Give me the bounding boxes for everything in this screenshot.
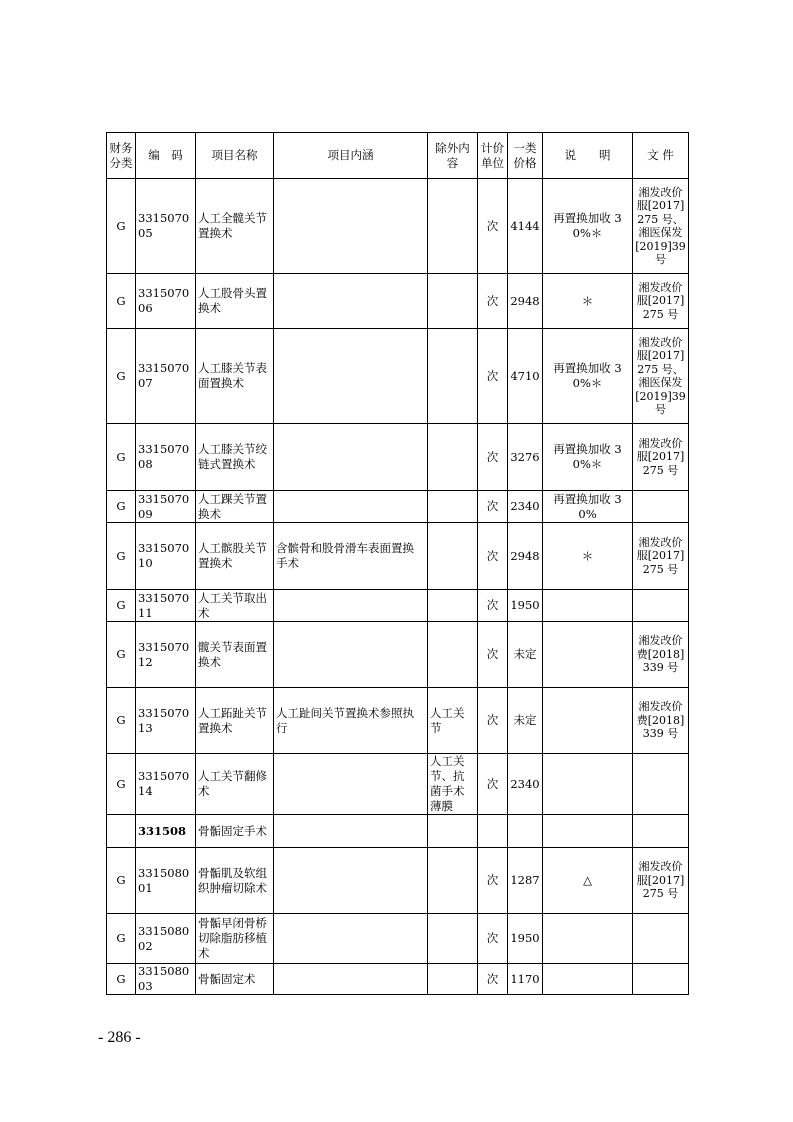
cell-name: 髋关节表面置换术 (196, 622, 274, 688)
cell-document: 湘发改价服[2017]275 号、湘医保发[2019]39号 (633, 329, 689, 424)
cell-document: 湘发改价服[2017]275 号 (633, 523, 689, 590)
cell-price: 3276 (508, 424, 543, 491)
cell-content (274, 622, 428, 688)
cell-category: G (107, 688, 136, 754)
cell-note (543, 914, 633, 964)
cell-content (274, 754, 428, 815)
cell-unit (478, 815, 508, 848)
cell-exclude (428, 590, 478, 622)
cell-code: 331508002 (136, 914, 196, 964)
cell-content (274, 424, 428, 491)
cell-category: G (107, 964, 136, 995)
cell-note: 再置换加收 30%＊ (543, 329, 633, 424)
cell-category: G (107, 523, 136, 590)
cell-name: 人工膝关节绞链式置换术 (196, 424, 274, 491)
header-code: 编 码 (136, 133, 196, 179)
cell-content (274, 329, 428, 424)
cell-document (633, 964, 689, 995)
header-document: 文 件 (633, 133, 689, 179)
cell-exclude (428, 622, 478, 688)
cell-price: 2948 (508, 274, 543, 329)
header-price: 一类价格 (508, 133, 543, 179)
cell-name: 骨骺固定手术 (196, 815, 274, 848)
cell-category: G (107, 274, 136, 329)
cell-content: 含髌骨和股骨滑车表面置换手术 (274, 523, 428, 590)
table-row (107, 848, 689, 914)
cell-document: 湘发改价费[2018]339 号 (633, 622, 689, 688)
cell-code: 331507009 (136, 491, 196, 523)
cell-note: 再置换加收 30% (543, 491, 633, 523)
cell-unit: 次 (478, 329, 508, 424)
cell-note: ＊ (543, 523, 633, 590)
cell-name: 人工髌股关节置换术 (196, 523, 274, 590)
cell-code: 331508 (136, 815, 196, 848)
table-row (107, 754, 689, 815)
cell-exclude: 人工关节 (428, 688, 478, 754)
cell-name: 人工关节翻修术 (196, 754, 274, 815)
table-row (107, 329, 689, 424)
cell-content (274, 179, 428, 274)
cell-unit: 次 (478, 179, 508, 274)
cell-price: 4710 (508, 329, 543, 424)
cell-category: G (107, 179, 136, 274)
table-row (107, 179, 689, 274)
page-number: - 286 - (98, 1029, 141, 1046)
cell-price (508, 815, 543, 848)
cell-price: 未定 (508, 622, 543, 688)
cell-price: 2340 (508, 754, 543, 815)
cell-exclude (428, 848, 478, 914)
cell-unit: 次 (478, 688, 508, 754)
cell-document: 湘发改价服[2017]275 号、湘医保发[2019]39号 (633, 179, 689, 274)
cell-exclude (428, 491, 478, 523)
cell-content (274, 274, 428, 329)
header-name: 项目名称 (196, 133, 274, 179)
cell-name: 人工膝关节表面置换术 (196, 329, 274, 424)
cell-code: 331507012 (136, 622, 196, 688)
cell-category (107, 815, 136, 848)
cell-unit: 次 (478, 523, 508, 590)
cell-note (543, 622, 633, 688)
cell-document: 湘发改价服[2017]275 号 (633, 424, 689, 491)
cell-note: ＊ (543, 274, 633, 329)
header-note: 说 明 (543, 133, 633, 179)
cell-document: 湘发改价服[2017]275 号 (633, 274, 689, 329)
cell-note (543, 815, 633, 848)
header-content: 项目内涵 (274, 133, 428, 179)
table-row (107, 964, 689, 995)
cell-content (274, 590, 428, 622)
cell-code: 331507010 (136, 523, 196, 590)
header-exclude: 除外内容 (428, 133, 478, 179)
cell-content (274, 491, 428, 523)
cell-unit: 次 (478, 848, 508, 914)
cell-note (543, 590, 633, 622)
cell-document (633, 754, 689, 815)
fee-table (106, 132, 689, 995)
cell-exclude (428, 815, 478, 848)
cell-exclude: 人工关节、抗菌手术薄膜 (428, 754, 478, 815)
cell-price: 1950 (508, 590, 543, 622)
cell-unit: 次 (478, 491, 508, 523)
cell-price: 2948 (508, 523, 543, 590)
cell-name: 骨骺肌及软组织肿瘤切除术 (196, 848, 274, 914)
table-row (107, 274, 689, 329)
cell-price: 1170 (508, 964, 543, 995)
cell-code: 331507005 (136, 179, 196, 274)
table-row (107, 491, 689, 523)
cell-category: G (107, 754, 136, 815)
cell-category: G (107, 491, 136, 523)
cell-exclude (428, 523, 478, 590)
cell-unit: 次 (478, 754, 508, 815)
header-category: 财务分类 (107, 133, 136, 179)
cell-note: △ (543, 848, 633, 914)
cell-code: 331508001 (136, 848, 196, 914)
cell-category: G (107, 914, 136, 964)
header-row (107, 133, 689, 179)
cell-code: 331507007 (136, 329, 196, 424)
cell-content (274, 815, 428, 848)
cell-content (274, 914, 428, 964)
cell-code: 331507011 (136, 590, 196, 622)
cell-content (274, 848, 428, 914)
cell-code: 331507013 (136, 688, 196, 754)
cell-category: G (107, 329, 136, 424)
cell-unit: 次 (478, 590, 508, 622)
cell-document (633, 491, 689, 523)
cell-price: 1950 (508, 914, 543, 964)
cell-note: 再置换加收 30%＊ (543, 179, 633, 274)
table-row (107, 424, 689, 491)
cell-note (543, 964, 633, 995)
header-unit: 计价单位 (478, 133, 508, 179)
cell-exclude (428, 179, 478, 274)
cell-content: 人工趾间关节置换术参照执行 (274, 688, 428, 754)
table-row-section (107, 815, 689, 848)
cell-name: 骨骺固定术 (196, 964, 274, 995)
cell-code: 331508003 (136, 964, 196, 995)
cell-note: 再置换加收 30%＊ (543, 424, 633, 491)
cell-exclude (428, 274, 478, 329)
cell-unit: 次 (478, 622, 508, 688)
cell-document (633, 815, 689, 848)
cell-document: 湘发改价费[2018]339 号 (633, 688, 689, 754)
cell-code: 331507014 (136, 754, 196, 815)
cell-document (633, 590, 689, 622)
table-row (107, 688, 689, 754)
cell-code: 331507006 (136, 274, 196, 329)
cell-price: 未定 (508, 688, 543, 754)
cell-name: 人工关节取出术 (196, 590, 274, 622)
cell-content (274, 964, 428, 995)
cell-exclude (428, 914, 478, 964)
cell-name: 人工跖趾关节置换术 (196, 688, 274, 754)
table-row (107, 523, 689, 590)
cell-exclude (428, 964, 478, 995)
cell-name: 人工踝关节置换术 (196, 491, 274, 523)
cell-note (543, 754, 633, 815)
cell-category: G (107, 622, 136, 688)
cell-exclude (428, 424, 478, 491)
cell-document: 湘发改价服[2017]275 号 (633, 848, 689, 914)
cell-unit: 次 (478, 964, 508, 995)
cell-category: G (107, 848, 136, 914)
fee-table-container (106, 132, 688, 995)
cell-price: 2340 (508, 491, 543, 523)
cell-category: G (107, 590, 136, 622)
cell-name: 人工股骨头置换术 (196, 274, 274, 329)
cell-unit: 次 (478, 914, 508, 964)
cell-name: 人工全髋关节置换术 (196, 179, 274, 274)
cell-unit: 次 (478, 424, 508, 491)
cell-exclude (428, 329, 478, 424)
cell-price: 1287 (508, 848, 543, 914)
cell-note (543, 688, 633, 754)
table-row (107, 622, 689, 688)
cell-name: 骨骺早闭骨桥切除脂肪移植术 (196, 914, 274, 964)
cell-document (633, 914, 689, 964)
cell-price: 4144 (508, 179, 543, 274)
table-row (107, 590, 689, 622)
table-row (107, 914, 689, 964)
cell-unit: 次 (478, 274, 508, 329)
cell-code: 331507008 (136, 424, 196, 491)
cell-category: G (107, 424, 136, 491)
